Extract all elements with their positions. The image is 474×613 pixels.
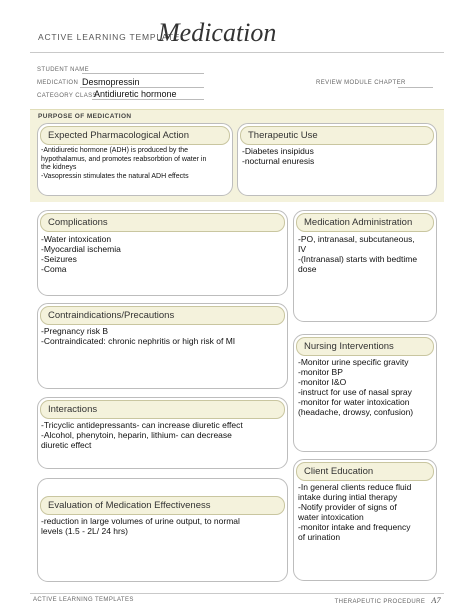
interactions-line: -Alcohol, phenytoin, heparin, lithium- can decrease	[41, 430, 232, 440]
education-line: water intoxication	[298, 512, 364, 522]
review-module-line	[398, 87, 433, 88]
nursing-title: Nursing Interventions	[296, 337, 434, 356]
expected-action-line: hypothalamus, and promotes reabsorbtion of water in	[41, 155, 207, 163]
administration-line: dose	[298, 264, 317, 274]
evaluation-body[interactable]	[41, 516, 287, 536]
footer-section-label: THERAPEUTIC PROCEDURE	[334, 599, 426, 605]
expected-action-line: -Vasopressin stimulates the natural ADH effects	[41, 172, 189, 180]
administration-line: -(Intranasal) starts with bedtime	[298, 254, 418, 264]
education-line: of urination	[298, 532, 341, 542]
expected-action-body[interactable]	[41, 147, 231, 181]
medication-label: MEDICATION	[37, 80, 79, 86]
interactions-body[interactable]	[41, 420, 287, 450]
contraindications-body[interactable]	[41, 326, 287, 346]
medication-line	[80, 87, 204, 88]
evaluation-line: levels (1.5 - 2L/ 24 hrs)	[41, 526, 128, 536]
template-label: ACTIVE LEARNING TEMPLATE:	[38, 32, 184, 42]
evaluation-title: Evaluation of Medication Effectiveness	[40, 496, 285, 515]
template-name: Medication	[158, 18, 277, 47]
education-line: -Notify provider of signs of	[298, 502, 397, 512]
complications-title: Complications	[40, 213, 285, 232]
complications-line: -Myocardial ischemia	[41, 244, 121, 254]
therapeutic-use-title: Therapeutic Use	[240, 126, 434, 145]
footer-right	[335, 596, 441, 605]
therapeutic-use-body[interactable]	[242, 146, 432, 166]
category-line	[92, 99, 204, 100]
medication-field[interactable]: Desmopressin	[82, 77, 140, 87]
footer-label: ACTIVE LEARNING TEMPLATES	[33, 597, 134, 603]
education-line: -In general clients reduce fluid	[298, 482, 412, 492]
page-number: A7	[431, 596, 441, 605]
interactions-title: Interactions	[40, 400, 285, 419]
student-name-line	[82, 73, 204, 74]
education-line: intake during intial therapy	[298, 492, 398, 502]
nursing-line: -instruct for use of nasal spray	[298, 387, 412, 397]
interactions-line: -Tricyclic antidepressants- can increase diuretic effect	[41, 420, 243, 430]
therapeutic-use-line: -nocturnal enuresis	[242, 156, 315, 166]
contraindications-line: -Contraindicated: chronic nephritis or high risk of MI	[41, 336, 236, 346]
interactions-line: diuretic effect	[41, 440, 92, 450]
nursing-line: -monitor I&O	[298, 377, 347, 387]
nursing-line: -monitor for water intoxication	[298, 397, 410, 407]
contraindications-title: Contraindications/Precautions	[40, 306, 285, 325]
education-title: Client Education	[296, 462, 434, 481]
expected-action-line: -Antidiuretic hormone (ADH) is produced by the	[41, 147, 189, 154]
footer-rule	[30, 593, 444, 594]
student-name-label: STUDENT NAME	[37, 67, 90, 73]
header-rule	[30, 52, 444, 53]
administration-line: -PO, intranasal, subcutaneous,	[298, 234, 415, 244]
complications-line: -Water intoxication	[41, 234, 112, 244]
evaluation-line: -reduction in large volumes of urine output, to normal	[41, 516, 240, 526]
category-label: CATEGORY CLASS	[37, 93, 97, 99]
review-module-label: REVIEW MODULE CHAPTER	[316, 80, 406, 86]
therapeutic-use-line: -Diabetes insipidus	[242, 146, 314, 156]
education-line: -monitor intake and frequency	[298, 522, 411, 532]
expected-action-line: the kidneys	[41, 164, 77, 171]
complications-line: -Seizures	[41, 254, 77, 264]
administration-title: Medication Administration	[296, 213, 434, 232]
nursing-line: -monitor BP	[298, 367, 343, 377]
complications-body[interactable]	[41, 234, 285, 274]
expected-action-title: Expected Pharmacological Action	[40, 126, 230, 145]
template-header	[30, 18, 444, 48]
administration-body[interactable]	[298, 234, 436, 274]
nursing-line: (headache, drowsy, confusion)	[298, 407, 414, 417]
administration-line: IV	[298, 244, 307, 254]
purpose-title: PURPOSE OF MEDICATION	[38, 113, 132, 120]
nursing-line: -Monitor urine specific gravity	[298, 357, 409, 367]
contraindications-line: -Pregnancy risk B	[41, 326, 109, 336]
education-body[interactable]	[298, 482, 438, 542]
complications-line: -Coma	[41, 264, 67, 274]
category-field[interactable]: Antidiuretic hormone	[94, 89, 177, 99]
nursing-body[interactable]	[298, 357, 438, 417]
